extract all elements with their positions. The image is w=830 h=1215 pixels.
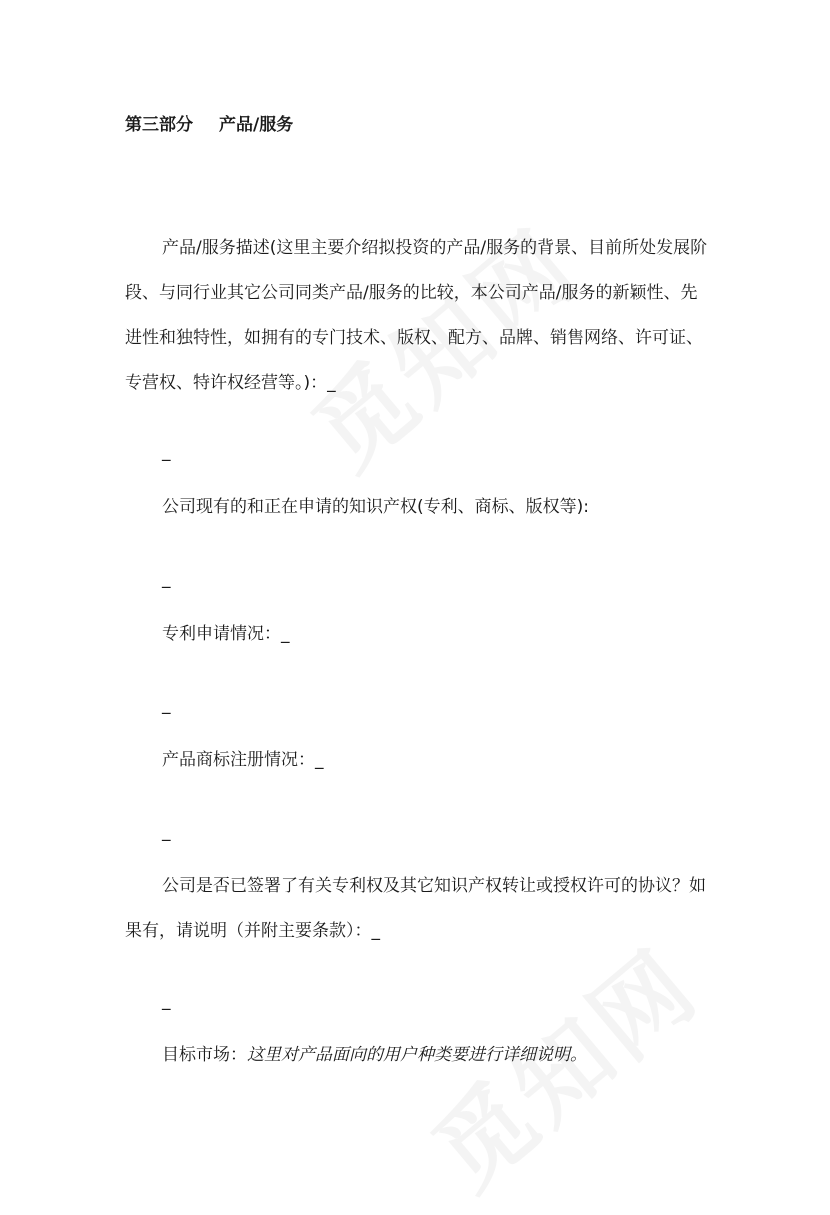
description-line: 专营权、特许权经营等。)：_ bbox=[125, 373, 336, 393]
ip-fill-blank[interactable]: _ bbox=[162, 569, 171, 589]
license-fill-blank[interactable]: _ bbox=[162, 991, 171, 1011]
target-market bbox=[162, 1043, 587, 1067]
patent-fill-blank[interactable]: _ bbox=[162, 695, 171, 715]
section-title: 产品/服务 bbox=[219, 115, 294, 135]
section-heading bbox=[125, 113, 293, 137]
patent-label: 专利申请情况：_ bbox=[162, 624, 290, 644]
trademark-label: 产品商标注册情况：_ bbox=[162, 750, 324, 770]
license-line: 果有，请说明（并附主要条款）：_ bbox=[125, 921, 380, 941]
license-line: 公司是否已签署了有关专利权及其它知识产权转让或授权许可的协议？如 bbox=[162, 876, 706, 896]
description-line: 进性和独特性，如拥有的专门技术、版权、配方、品牌、销售网络、许可证、 bbox=[125, 328, 703, 348]
trademark-fill-blank[interactable]: _ bbox=[162, 822, 171, 842]
section-number: 第三部分 bbox=[125, 115, 193, 135]
description-paragraph bbox=[125, 236, 708, 416]
license-paragraph bbox=[125, 874, 705, 964]
ip-label: 公司现有的和正在申请的知识产权(专利、商标、版权等): bbox=[162, 497, 589, 517]
target-market-note: 这里对产品面向的用户种类要进行详细说明。 bbox=[247, 1045, 587, 1065]
target-market-label: 目标市场： bbox=[162, 1045, 247, 1065]
description-line: 产品/服务描述(这里主要介绍拟投资的产品/服务的背景、目前所处发展阶 bbox=[162, 238, 708, 258]
description-line: 段、与同行业其它公司同类产品/服务的比较，本公司产品/服务的新颖性、先 bbox=[125, 283, 698, 303]
description-fill-blank[interactable]: _ bbox=[162, 442, 171, 462]
